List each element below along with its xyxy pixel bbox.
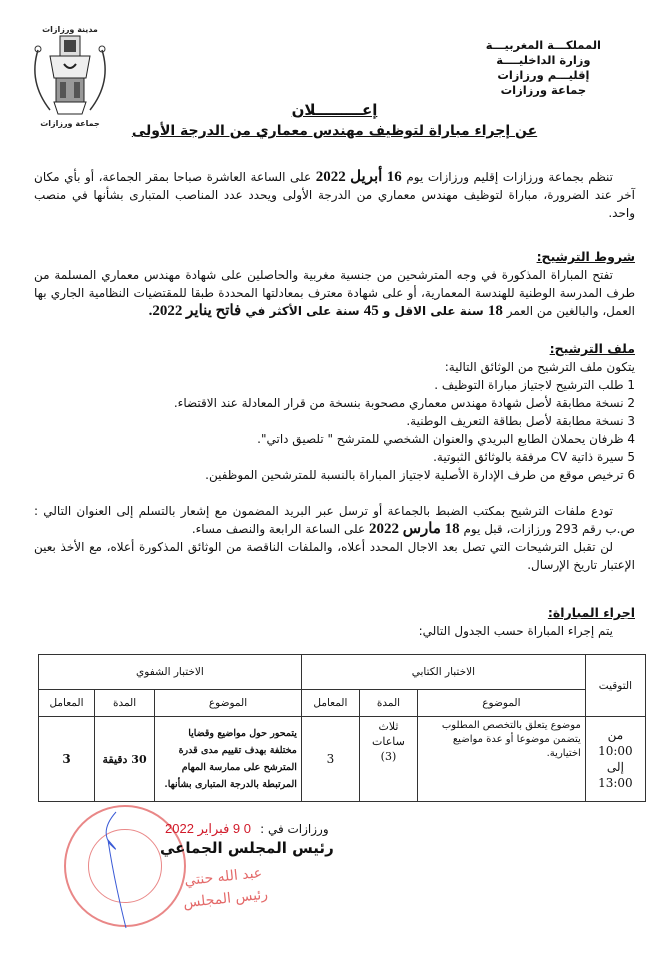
timing-from: من bbox=[607, 728, 624, 742]
header-written-topic: الموضوع bbox=[417, 690, 585, 717]
table-row bbox=[39, 717, 646, 802]
header-written-coefficient: المعامل bbox=[301, 690, 359, 717]
cell-timing bbox=[585, 717, 645, 802]
cell-oral-topic: يتمحور حول مواضيع وقضايا مختلفة بهدف تقييم مدى قدرة المترشح على ممارسة المهام المرتبطة بالدرجة المتبارى بشأنها. bbox=[155, 717, 302, 802]
schedule-table bbox=[38, 654, 646, 802]
conditions-text-part: سنة على الاقل و bbox=[378, 304, 488, 318]
submission-text: على الساعة الرابعة والنصف مساء. bbox=[191, 522, 369, 536]
ministry-header bbox=[486, 38, 601, 98]
page-subtitle: عن إجراء مباراة لتوظيف مهندس معماري من الدرجة الأولى bbox=[131, 123, 538, 139]
procedure-heading: اجراء المباراة: bbox=[547, 605, 635, 620]
duration-line: ثلاث bbox=[378, 720, 399, 733]
stamp-name-text: عبد الله حنتي bbox=[183, 865, 263, 890]
submission-text: تودع ملفات الترشيح بمكتب الضبط بالجماعة أو ترسل عبر البريد المضمون مع إشعار بالتسلم إلى العنوان التالي : ص.ب رقم 293 ورزازات، قبل يوم bbox=[34, 504, 635, 536]
cell-written-topic: موضوع يتعلق بالتخصص المطلوب يتضمن موضوعا أو عدة مواضيع اختيارية. bbox=[417, 717, 585, 802]
header-oral: الاختبار الشفوي bbox=[39, 655, 302, 690]
intro-text: تنظم بجماعة ورزازات إقليم ورزازات يوم bbox=[401, 170, 614, 184]
max-age: 45 bbox=[363, 303, 379, 319]
file-heading: ملف الترشيح: bbox=[549, 341, 635, 356]
reference-date: فاتح يناير 2022. bbox=[148, 303, 242, 319]
submission-paragraph bbox=[34, 502, 635, 574]
list-item: 2 نسخة مطابقة لأصل شهادة مهندس معماري مصحوبة بنسخة من قرار المعادلة عند الاقتضاء. bbox=[173, 396, 635, 410]
conditions-heading: شروط الترشيح: bbox=[536, 249, 635, 264]
header-line: وزارة الداخليــــة bbox=[496, 53, 591, 67]
conditions-text-part: تفتح المباراة المذكورة في وجه المترشحين من جنسية مغربية والحاصلين على شهادة مهندس معماري المسلمة من طرف المدرسة الوطنية للهندسة المعمارية، أو على شهادة معترف بمعادلتها المحددة طبقا للمقتضيات النظامية الجاري بها العمل، والبالغين من العمر bbox=[34, 268, 635, 318]
header-line: إقليـــم ورزازات bbox=[497, 68, 590, 82]
cell-oral-duration: 30 دقيقة bbox=[94, 717, 154, 802]
list-item: 1 طلب الترشيح لاجتياز مباراة التوظيف . bbox=[434, 378, 635, 392]
header-oral-coefficient: المعامل bbox=[39, 690, 95, 717]
header-written: الاختبار الكتابي bbox=[301, 655, 585, 690]
timing-end: 13:00 bbox=[598, 776, 633, 790]
procedure-intro: يتم إجراء المباراة حسب الجدول التالي: bbox=[418, 624, 613, 638]
header-oral-duration: المدة bbox=[94, 690, 154, 717]
conditions-text-part: سنة على الأكثر في bbox=[241, 304, 364, 318]
table-subheader-row bbox=[39, 690, 646, 717]
logo-top-text: مدينة ورزازات bbox=[42, 25, 98, 34]
procedure-section bbox=[34, 604, 635, 640]
cell-oral-coefficient: 3 bbox=[39, 717, 95, 802]
signatory-title: رئيس المجلس الجماعي bbox=[160, 839, 334, 857]
title-block bbox=[0, 100, 669, 139]
file-intro: يتكون ملف الترشيح من الوثائق التالية: bbox=[444, 360, 635, 374]
list-item: 5 سيرة ذاتية CV مرفقة بالوثائق الثبوتية. bbox=[433, 450, 635, 464]
submission-note: لن تقبل الترشيحات التي تصل بعد الاجال المحدد أعلاه، والملفات الناقصة من الوثائق المذكورة أعلاه، مع الأخذ بعين الإعتبار تاريخ الإرسال. bbox=[34, 540, 635, 572]
list-item: 6 ترخيص موقع من طرف الإدارة الأصلية لاجتياز المباراة بالنسبة للمترشحين الموظفين. bbox=[205, 468, 635, 482]
stamp-role-text: رئيس المجلس bbox=[182, 886, 269, 912]
signature-block bbox=[160, 818, 334, 857]
header-written-duration: المدة bbox=[359, 690, 417, 717]
header-line: المملكـــة المغربيـــة bbox=[485, 38, 601, 52]
header-line: جماعة ورزازات bbox=[500, 83, 587, 97]
file-section bbox=[34, 340, 635, 484]
intro-text: على الساعة العاشرة صباحا بمقر الجماعة، أو بأي مكان آخر عند الضرورة، مباراة لتوظيف مهندس معماري من الدرجة الأولى ويحدد عدد المناصب المتبارى بشأنها في منصب واحد. bbox=[34, 170, 635, 220]
table-header-row bbox=[39, 655, 646, 690]
conditions-text bbox=[34, 266, 635, 320]
exam-date: 16 أبريل 2022 bbox=[315, 169, 402, 185]
cell-written-coefficient: 3 bbox=[301, 717, 359, 802]
signature-place: ورزازات في : bbox=[260, 822, 329, 836]
list-item: 3 نسخة مطابقة لأصل بطاقة التعريف الوطنية. bbox=[406, 414, 635, 428]
header-timing: التوقيت bbox=[585, 655, 645, 717]
handwritten-signature-icon bbox=[96, 810, 136, 930]
timing-start: 10:00 bbox=[598, 744, 633, 758]
logo-bottom-text: جماعة ورزازات bbox=[40, 119, 100, 128]
duration-line: ساعات bbox=[372, 735, 405, 748]
deadline-date: 18 مارس 2022 bbox=[368, 521, 460, 537]
min-age: 18 bbox=[487, 303, 503, 319]
page-title: إعـــــــــلان bbox=[291, 101, 378, 119]
list-item: 4 ظرفان يحملان الطابع البريدي والعنوان الشخصي للمترشح " تلصيق داتي". bbox=[257, 432, 635, 446]
name-stamp bbox=[180, 862, 269, 915]
conditions-section bbox=[34, 248, 635, 320]
header-oral-topic: الموضوع bbox=[155, 690, 302, 717]
timing-to: إلى bbox=[606, 760, 624, 774]
duration-line: (3) bbox=[380, 750, 397, 763]
cell-written-duration bbox=[359, 717, 417, 802]
signature-date-stamp: 0 9 فبراير 2022 bbox=[165, 821, 251, 836]
documents-list bbox=[34, 376, 635, 484]
intro-paragraph bbox=[34, 168, 635, 222]
